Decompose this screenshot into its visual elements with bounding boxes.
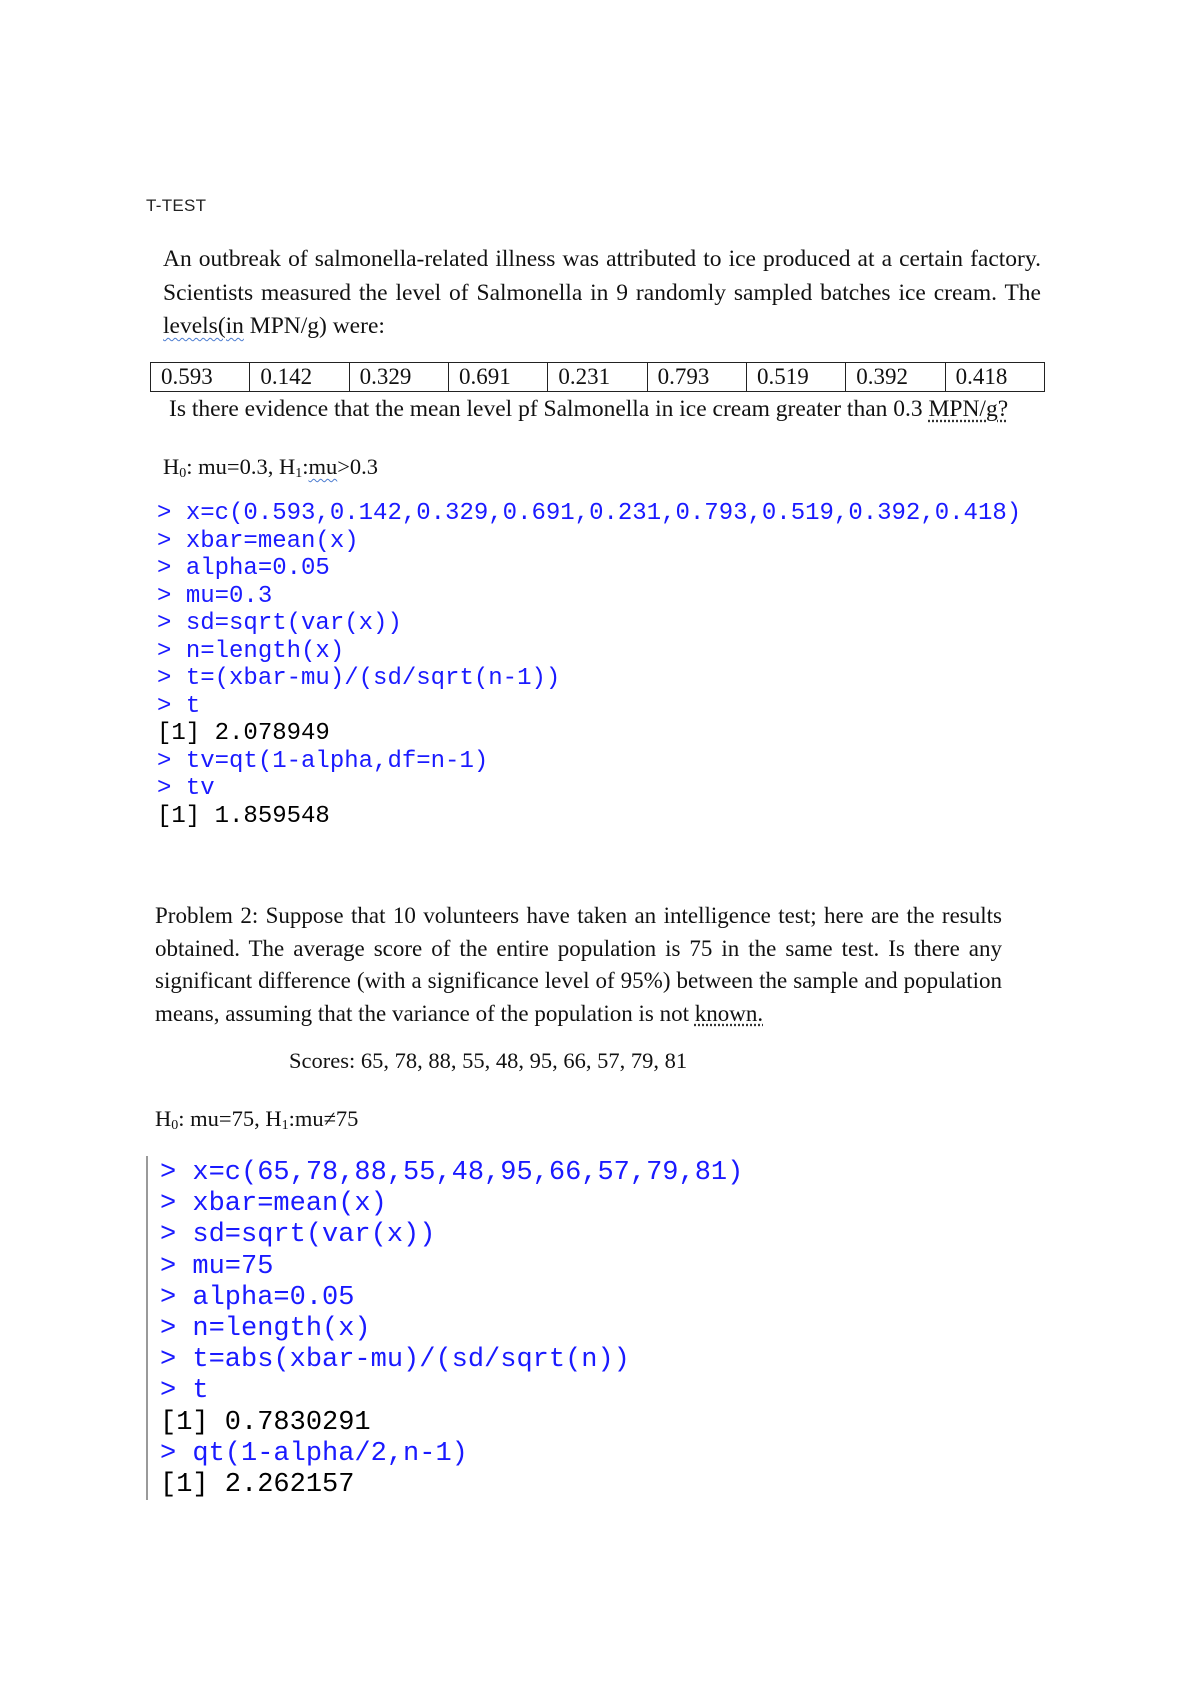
console-prompt-icon: > bbox=[160, 1158, 193, 1188]
table-cell: 0.793 bbox=[647, 363, 746, 392]
section-heading: T-TEST bbox=[146, 196, 207, 215]
table-cell: 0.519 bbox=[746, 363, 845, 392]
console-prompt-icon: > bbox=[157, 555, 186, 582]
problem2-last-word: known. bbox=[694, 1000, 764, 1026]
console-prompt-icon: > bbox=[157, 582, 186, 610]
console-input-text: x=c(65,78,88,55,48,95,66,57,79,81) bbox=[192, 1158, 744, 1188]
problem2-hypotheses bbox=[155, 1106, 358, 1134]
console-input-line bbox=[157, 638, 1021, 666]
console-input-text: mu=0.3 bbox=[185, 582, 273, 610]
h0-subscript: 0 bbox=[179, 466, 187, 481]
console-input-text: tv=qt(1-alpha,df=n-1) bbox=[185, 747, 489, 775]
problem1-levels-word: levels(in bbox=[163, 313, 244, 339]
console-input-line bbox=[157, 583, 1021, 611]
h1-tail: >0.3 bbox=[337, 454, 379, 479]
console-input-line bbox=[157, 665, 1021, 693]
problem2-r-console bbox=[160, 1158, 743, 1501]
console-input-text: xbar=mean(x) bbox=[185, 527, 359, 555]
console-input-text: tv bbox=[185, 775, 215, 802]
console-prompt-icon: > bbox=[160, 1314, 193, 1345]
h0-subscript: 0 bbox=[171, 1118, 179, 1133]
console-prompt-icon: > bbox=[157, 775, 186, 802]
problem2-scores: Scores: 65, 78, 88, 55, 48, 95, 66, 57, 79, 81 bbox=[289, 1048, 688, 1073]
console-prompt-icon: > bbox=[157, 747, 186, 775]
h1-mu: mu bbox=[308, 454, 338, 479]
table-cell: 0.691 bbox=[448, 363, 547, 392]
console-input-text: x=c(0.593,0.142,0.329,0.691,0.231,0.793,0.519,0.392,0.418) bbox=[185, 500, 1022, 527]
console-input-line bbox=[160, 1252, 743, 1283]
problem1-r-console bbox=[157, 500, 1021, 830]
table-cell: 0.142 bbox=[250, 363, 349, 392]
console-input-line bbox=[160, 1158, 743, 1189]
h0-text: : mu=75, bbox=[178, 1106, 266, 1131]
console-prompt-icon: > bbox=[160, 1189, 193, 1220]
console-output-line bbox=[160, 1408, 743, 1439]
console-input-text: t=(xbar-mu)/(sd/sqrt(n-1)) bbox=[185, 665, 561, 692]
console-input-text: qt(1-alpha/2,n-1) bbox=[192, 1438, 468, 1469]
h0-label: H bbox=[155, 1106, 172, 1131]
table-cell: 0.418 bbox=[945, 363, 1044, 392]
console-input-line bbox=[157, 500, 1021, 528]
console-input-text: alpha=0.05 bbox=[185, 555, 330, 582]
problem1-question-unit: MPN/g? bbox=[928, 396, 1009, 422]
console-input-line bbox=[160, 1220, 743, 1251]
problem1-text-before: An outbreak of salmonella-related illness was attributed to ice produced at a certain factory. Scientists measured the level of Salmonella in 9 randomly sampled batches ice cream. The bbox=[163, 246, 1041, 306]
console-input-line bbox=[157, 775, 1021, 803]
console-input-line bbox=[160, 1439, 743, 1470]
console-input-text: sd=sqrt(var(x)) bbox=[192, 1220, 436, 1251]
console-prompt-icon: > bbox=[160, 1251, 193, 1282]
console-prompt-icon: > bbox=[157, 610, 186, 637]
console-output-line bbox=[160, 1470, 743, 1501]
console-input-line bbox=[157, 748, 1021, 776]
problem2-text: Problem 2: Suppose that 10 volunteers have taken an intelligence test; here are the results obtained. The average score of the entire population is 75 in the same test. Is there any significant difference (with a significance level of 95%) between the sample and population means, assuming that the variance of the population is not bbox=[155, 903, 1002, 1026]
table-cell: 0.392 bbox=[846, 363, 945, 392]
console-input-line bbox=[157, 555, 1021, 583]
salmonella-levels-table bbox=[150, 362, 1045, 392]
console-prompt-icon: > bbox=[157, 527, 186, 555]
console-input-line bbox=[157, 610, 1021, 638]
console-prompt-icon: > bbox=[157, 500, 186, 527]
table-cell: 0.231 bbox=[548, 363, 647, 392]
problem1-hypotheses bbox=[163, 454, 378, 482]
table-cell: 0.593 bbox=[151, 363, 250, 392]
console-output-text: [1] 2.078949 bbox=[157, 720, 330, 747]
h1-subscript: 1 bbox=[295, 466, 303, 481]
console-prompt-icon: > bbox=[157, 637, 186, 665]
console-input-line bbox=[157, 528, 1021, 556]
console-input-line bbox=[160, 1283, 743, 1314]
console-input-text: xbar=mean(x) bbox=[192, 1189, 387, 1220]
console-input-text: sd=sqrt(var(x)) bbox=[185, 610, 402, 637]
h0-text: : mu=0.3, bbox=[186, 454, 279, 479]
console-left-border bbox=[146, 1156, 148, 1500]
h1-subscript: 1 bbox=[281, 1118, 289, 1133]
console-input-line bbox=[157, 693, 1021, 721]
h0-label: H bbox=[163, 454, 180, 479]
console-input-text: alpha=0.05 bbox=[192, 1282, 355, 1313]
console-input-line bbox=[160, 1345, 743, 1376]
console-output-line bbox=[157, 803, 1021, 831]
h1-text: :mu≠75 bbox=[288, 1106, 359, 1131]
problem2-paragraph bbox=[155, 900, 1002, 1030]
console-prompt-icon: > bbox=[157, 665, 186, 692]
console-input-line bbox=[160, 1189, 743, 1220]
console-prompt-icon: > bbox=[160, 1438, 193, 1469]
console-input-line bbox=[160, 1314, 743, 1345]
console-prompt-icon: > bbox=[160, 1282, 193, 1313]
console-output-text: [1] 0.7830291 bbox=[160, 1407, 371, 1438]
h1-label: H bbox=[278, 454, 296, 479]
h1-separator: : bbox=[302, 454, 309, 479]
console-input-text: mu=75 bbox=[192, 1251, 274, 1282]
console-output-text: [1] 1.859548 bbox=[157, 802, 330, 830]
problem1-question-text: Is there evidence that the mean level pf Salmonella in ice cream greater than 0.3 bbox=[169, 396, 923, 422]
console-prompt-icon: > bbox=[160, 1345, 193, 1376]
problem1-paragraph bbox=[163, 243, 1041, 344]
problem1-question bbox=[163, 395, 1041, 423]
console-prompt-icon: > bbox=[160, 1220, 193, 1251]
console-input-text: t bbox=[185, 692, 201, 720]
console-input-line bbox=[160, 1376, 743, 1407]
console-prompt-icon: > bbox=[160, 1376, 193, 1407]
console-input-text: n=length(x) bbox=[185, 637, 345, 665]
console-prompt-icon: > bbox=[157, 692, 186, 720]
table-cell: 0.329 bbox=[349, 363, 448, 392]
console-input-text: t bbox=[192, 1376, 209, 1407]
console-input-text: t=abs(xbar-mu)/(sd/sqrt(n)) bbox=[192, 1345, 630, 1376]
problem1-text-after: MPN/g) were: bbox=[243, 313, 385, 339]
console-output-text: [1] 2.262157 bbox=[160, 1470, 355, 1501]
console-output-line bbox=[157, 720, 1021, 748]
table-row bbox=[151, 363, 1045, 392]
h1-label: H bbox=[265, 1106, 282, 1131]
console-input-text: n=length(x) bbox=[192, 1314, 371, 1345]
